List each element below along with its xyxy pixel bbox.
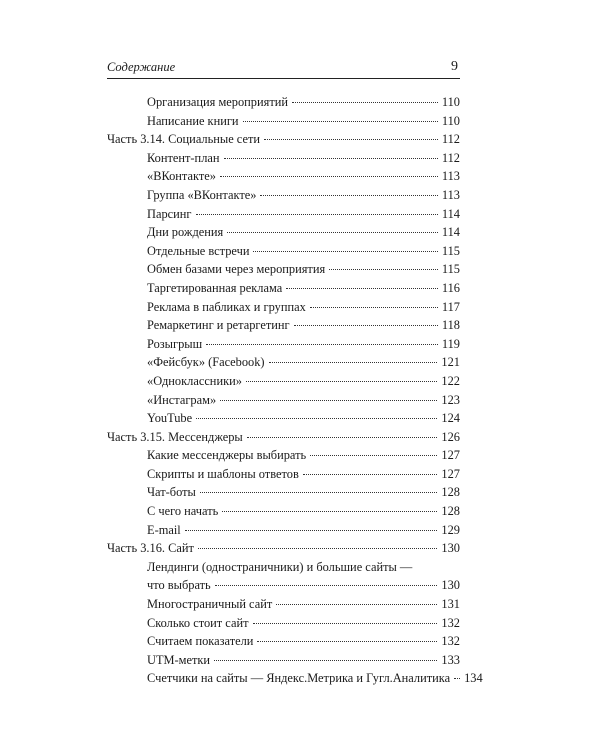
toc-entry[interactable] xyxy=(107,595,460,614)
leader-dots xyxy=(198,548,438,549)
toc-entry-page: 124 xyxy=(441,411,460,426)
toc-entry-page: 128 xyxy=(441,485,460,500)
leader-dots xyxy=(206,344,438,345)
toc-entry[interactable] xyxy=(107,483,460,502)
toc-section-entry[interactable] xyxy=(107,130,460,149)
toc-entry-page: 113 xyxy=(441,169,460,184)
toc-entry-page: 114 xyxy=(441,206,460,221)
leader-dots xyxy=(257,641,437,642)
toc-entry-page: 132 xyxy=(441,615,460,630)
toc-entry[interactable] xyxy=(107,446,460,465)
toc-entry[interactable] xyxy=(107,372,460,391)
toc-entry[interactable] xyxy=(107,279,460,298)
toc-entry[interactable] xyxy=(107,614,460,633)
toc-entry-title: Розыгрыш xyxy=(147,336,203,351)
toc-entry[interactable] xyxy=(107,632,460,651)
toc-entry-title: Сколько стоит сайт xyxy=(147,615,249,630)
toc-entry[interactable] xyxy=(107,521,460,540)
toc-entry[interactable] xyxy=(107,335,460,354)
leader-dots xyxy=(196,214,438,215)
toc-entry-title: Чат-боты xyxy=(147,485,196,500)
toc-entry-title: Счетчики на сайты — Яндекс.Метрика и Гугл.Аналитика xyxy=(147,671,451,686)
toc-entry-page: 129 xyxy=(441,522,460,537)
toc-entry-page: 133 xyxy=(441,652,460,667)
leader-dots xyxy=(247,437,438,438)
toc-entry-first-line[interactable] xyxy=(107,558,460,577)
toc-entry-title: Таргетированная реклама xyxy=(147,280,283,295)
toc-entry-title: Часть 3.15. Мессенджеры xyxy=(107,429,243,444)
leader-dots xyxy=(292,102,438,103)
page-number: 9 xyxy=(451,59,458,74)
leader-dots xyxy=(243,121,438,122)
toc-entry-title: UTM-метки xyxy=(147,652,211,667)
toc-entry-title: «Фейсбук» (Facebook) xyxy=(147,355,265,370)
leader-dots xyxy=(227,232,438,233)
toc-entry-title: Многостраничный сайт xyxy=(147,597,273,612)
toc-entry-title-line1: Лендинги (одностраничники) и большие сайты — xyxy=(147,559,413,574)
toc-entry-title: Отдельные встречи xyxy=(147,243,250,258)
leader-dots xyxy=(310,455,437,456)
toc-entry[interactable] xyxy=(107,223,460,242)
toc-entry-page: 130 xyxy=(441,541,460,556)
toc-entry[interactable] xyxy=(107,316,460,335)
leader-dots xyxy=(269,362,438,363)
toc-entry-title: Скрипты и шаблоны ответов xyxy=(147,466,299,481)
leader-dots xyxy=(260,195,437,196)
leader-dots xyxy=(286,288,438,289)
toc-entry-title: Какие мессенджеры выбирать xyxy=(147,448,307,463)
toc-entry[interactable] xyxy=(107,186,460,205)
toc-section-entry[interactable] xyxy=(107,539,460,558)
leader-dots xyxy=(200,492,438,493)
toc-entry-title: «Одноклассники» xyxy=(147,373,242,388)
toc-entry-page: 130 xyxy=(441,578,460,593)
toc-entry-page: 128 xyxy=(441,504,460,519)
leader-dots xyxy=(253,251,437,252)
toc-entry-page: 134 xyxy=(464,671,483,686)
toc-entry-title: Часть 3.14. Социальные сети xyxy=(107,132,261,147)
toc-entry[interactable] xyxy=(107,167,460,186)
toc-entry[interactable] xyxy=(107,465,460,484)
toc-entry-title: С чего начать xyxy=(147,504,219,519)
toc-entry-page: 127 xyxy=(441,466,460,481)
toc-entry-page: 119 xyxy=(441,336,460,351)
leader-dots xyxy=(276,604,437,605)
toc-entry-title: Написание книги xyxy=(147,113,239,128)
leader-dots xyxy=(224,158,438,159)
toc-entry[interactable] xyxy=(107,242,460,261)
toc-entry-page: 113 xyxy=(441,187,460,202)
toc-entry-page: 122 xyxy=(441,373,460,388)
toc-entry-page: 112 xyxy=(441,150,460,165)
toc-entry-page: 112 xyxy=(441,132,460,147)
toc-entry-page: 127 xyxy=(441,448,460,463)
leader-dots xyxy=(264,139,438,140)
toc-entry-page: 118 xyxy=(441,318,460,333)
toc-entry[interactable] xyxy=(107,576,460,595)
leader-dots xyxy=(185,530,438,531)
toc-entry[interactable] xyxy=(107,651,460,670)
toc-entry-title: Реклама в пабликах и группах xyxy=(147,299,306,314)
toc-entry-title: Парсинг xyxy=(147,206,192,221)
leader-dots xyxy=(214,660,437,661)
toc-entry-title: Часть 3.16. Сайт xyxy=(107,541,194,556)
leader-dots xyxy=(215,585,438,586)
leader-dots xyxy=(220,176,438,177)
toc-entry-title: Организация мероприятий xyxy=(147,95,289,109)
toc-entry[interactable] xyxy=(107,260,460,279)
toc-entry-title: Дни рождения xyxy=(147,225,224,240)
leader-dots xyxy=(329,269,438,270)
toc-entry-title: Ремаркетинг и ретаргетинг xyxy=(147,318,290,333)
toc-entry-title: Группа «ВКонтакте» xyxy=(147,187,257,202)
toc-entry[interactable] xyxy=(107,298,460,317)
toc-entry-page: 126 xyxy=(441,429,460,444)
toc-entry-page: 110 xyxy=(441,113,460,128)
toc-entry-title: E-mail xyxy=(147,522,181,537)
toc-entry-title: Контент-план xyxy=(147,150,220,165)
toc-entry[interactable] xyxy=(107,502,460,521)
toc-entry-page: 115 xyxy=(441,243,460,258)
toc-entry-title: Обмен базами через мероприятия xyxy=(147,262,326,277)
toc-entry-page: 132 xyxy=(441,634,460,649)
toc-entry-title: что выбрать xyxy=(147,578,211,593)
toc-entry-page: 110 xyxy=(441,95,460,109)
leader-dots xyxy=(310,307,438,308)
toc-entry[interactable] xyxy=(107,669,483,688)
table-of-contents xyxy=(107,93,483,688)
leader-dots xyxy=(222,511,437,512)
leader-dots xyxy=(294,325,438,326)
toc-entry[interactable] xyxy=(107,93,460,112)
toc-entry-page: 131 xyxy=(441,597,460,612)
toc-entry[interactable] xyxy=(107,149,460,168)
toc-entry[interactable] xyxy=(107,112,460,131)
running-title: Содержание xyxy=(107,60,176,74)
toc-entry-title: «Инстаграм» xyxy=(147,392,217,407)
toc-entry[interactable] xyxy=(107,409,460,428)
leader-dots xyxy=(253,623,438,624)
toc-entry-title: YouTube xyxy=(147,411,193,426)
toc-entry-page: 121 xyxy=(441,355,460,370)
toc-entry-page: 115 xyxy=(441,262,460,277)
toc-entry-title: «ВКонтакте» xyxy=(147,169,216,184)
leader-dots xyxy=(220,400,437,401)
toc-entry-title: Считаем показатели xyxy=(147,634,254,649)
toc-entry[interactable] xyxy=(107,391,460,410)
toc-entry-page: 116 xyxy=(441,280,460,295)
toc-section-entry[interactable] xyxy=(107,428,460,447)
leader-dots xyxy=(454,678,460,679)
leader-dots xyxy=(196,418,437,419)
toc-entry[interactable] xyxy=(107,353,460,372)
page-header xyxy=(107,56,460,79)
leader-dots xyxy=(246,381,437,382)
toc-entry-page: 123 xyxy=(441,392,460,407)
leader-dots xyxy=(303,474,438,475)
toc-entry-page: 117 xyxy=(441,299,460,314)
toc-entry-page: 114 xyxy=(441,225,460,240)
toc-entry[interactable] xyxy=(107,205,460,224)
